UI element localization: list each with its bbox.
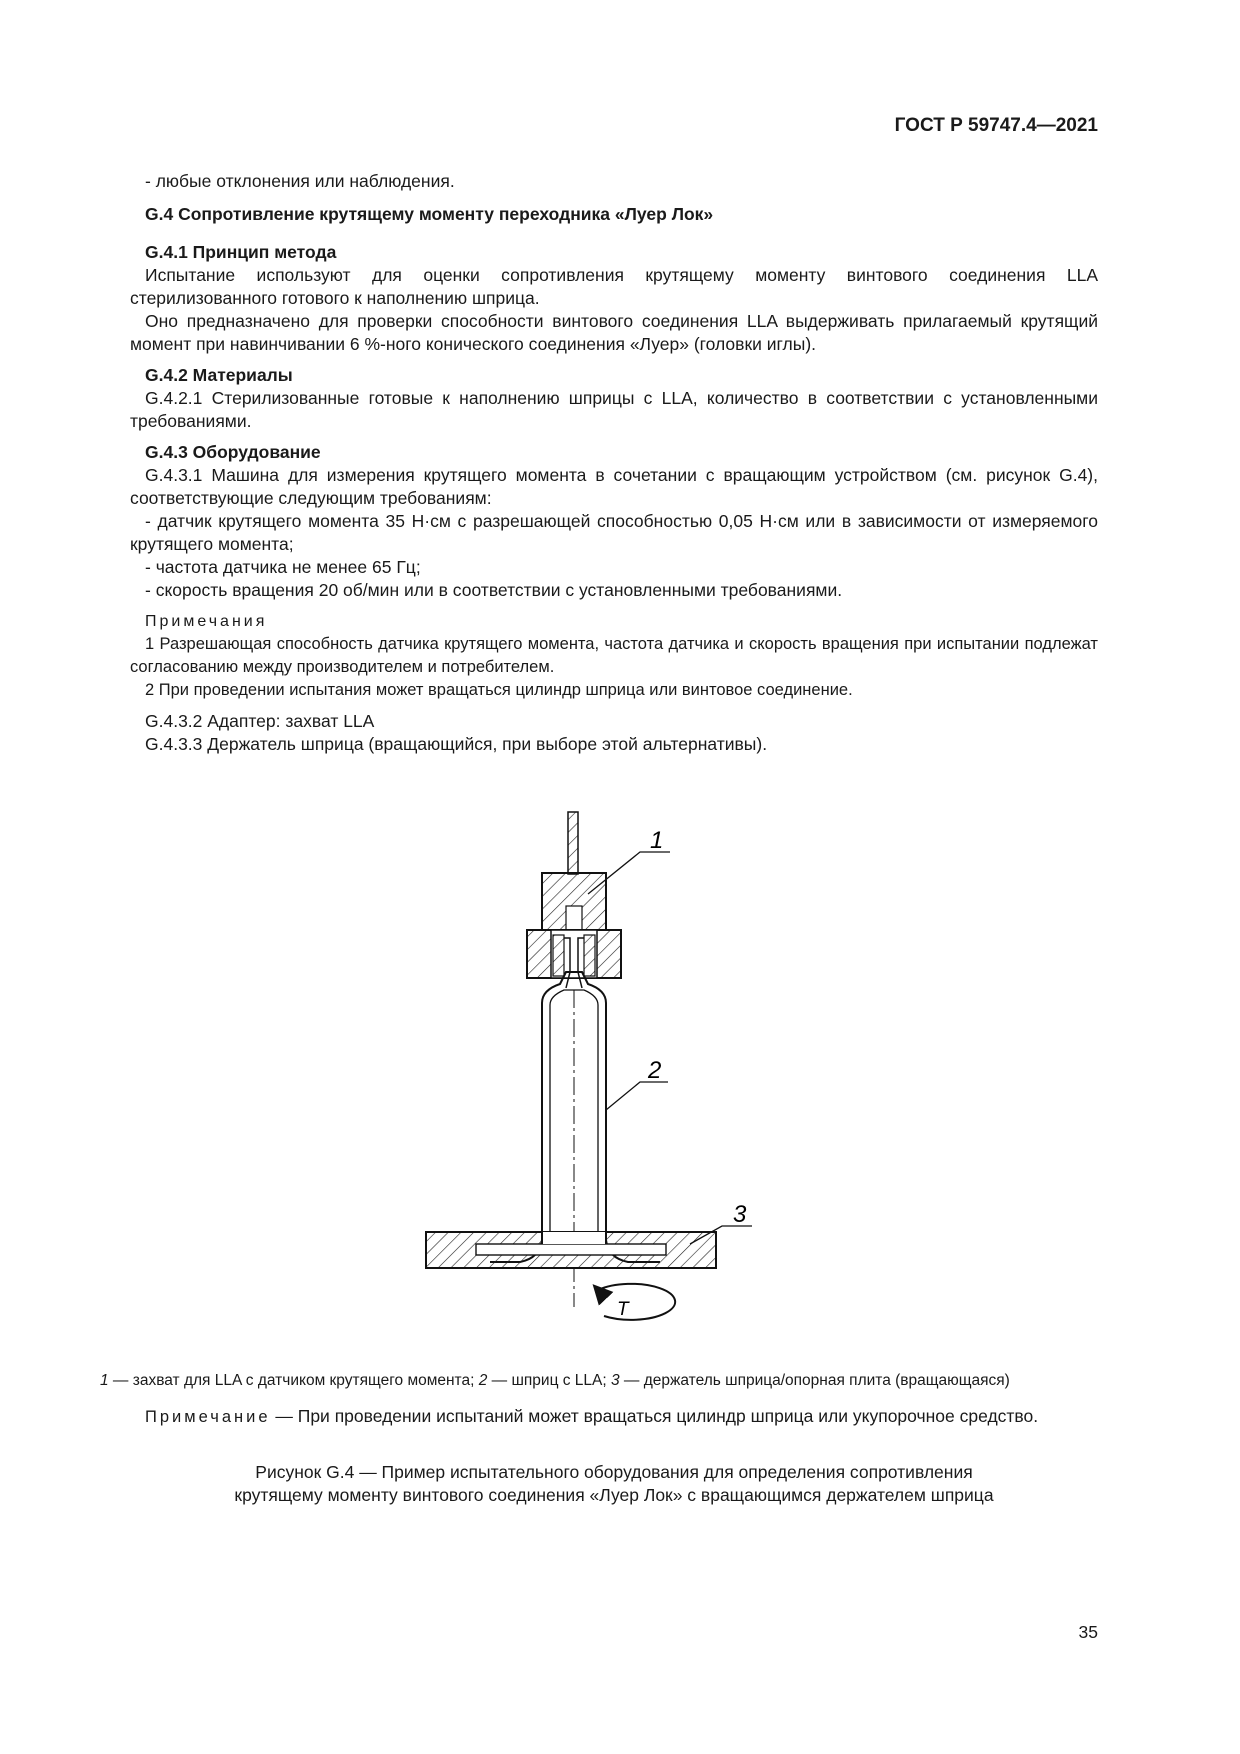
legend-text: — держатель шприца/опорная плита (вращающаяся) — [619, 1372, 1010, 1389]
page-number: 35 — [1078, 1622, 1098, 1642]
syringe-barrel — [490, 972, 660, 1262]
callout-3: 3 — [733, 1201, 747, 1228]
caption-line: крутящему моменту винтового соединения «Луер Лок» с вращающимся держателем шприца — [234, 1485, 994, 1505]
legend-number: 3 — [611, 1372, 620, 1389]
figure-caption — [130, 1461, 1098, 1507]
notes-title: Примечания — [145, 613, 268, 630]
caption-line: Рисунок G.4 — Пример испытательного оборудования для определения сопротивления — [255, 1462, 973, 1482]
luer-lock-coupling — [527, 930, 621, 988]
support-plate — [426, 1232, 716, 1268]
paragraph: Испытание используют для оценки сопротивления крутящему моменту винтового соединения LLA стерилизованного готового к наполнению шприца. — [130, 265, 1098, 308]
subsection-heading: G.4.2 Материалы — [145, 365, 293, 385]
legend-text: — шприц с LLA; — [487, 1372, 611, 1389]
paragraph: Оно предназначено для проверки способности винтового соединения LLA выдерживать прилагаемый крутящий момент при навинчивании 6 %-ного конического соединения «Луер» (головки иглы). — [130, 311, 1098, 354]
subsection-heading: G.4.1 Принцип метода — [145, 242, 337, 262]
callout-1: 1 — [650, 827, 664, 854]
figure-note — [130, 1405, 1098, 1429]
paragraph: G.4.3.3 Держатель шприца (вращающийся, при выборе этой альтернативы). — [145, 734, 768, 754]
document-code: ГОСТ Р 59747.4—2021 — [894, 115, 1098, 136]
list-item: - частота датчика не менее 65 Гц; — [145, 557, 421, 577]
lla-grip-block — [542, 873, 606, 930]
torque-label: T — [617, 1299, 629, 1320]
subsection-heading: G.4.3 Оборудование — [145, 442, 321, 462]
callout-2: 2 — [648, 1057, 662, 1084]
list-item: - скорость вращения 20 об/мин или в соответствии с установленными требованиями. — [145, 580, 843, 600]
legend-number: 1 — [100, 1372, 109, 1389]
paragraph: G.4.2.1 Стерилизованные готовые к наполнению шприцы с LLA, количество в соответствии с установленными требованиями. — [130, 388, 1098, 431]
note-item: 2 При проведении испытания может вращаться цилиндр шприца или винтовое соединение. — [145, 681, 853, 699]
callout-leaders — [588, 852, 752, 1244]
list-item: - датчик крутящего момента 35 Н·см с разрешающей способностью 0,05 Н·см или в зависимости от измеряемого крутящего момента; — [130, 511, 1098, 554]
figure-legend — [100, 1369, 1140, 1392]
figure-note-label: Примечание — [145, 1408, 271, 1426]
paragraph: G.4.3.2 Адаптер: захват LLA — [145, 711, 375, 731]
sensor-shaft — [568, 812, 578, 874]
paragraph: G.4.3.1 Машина для измерения крутящего момента в сочетании с вращающим устройством (см. рисунок G.4), соответствующие следующим требованиям: — [130, 465, 1098, 508]
legend-number: 2 — [478, 1372, 488, 1389]
paragraph: - любые отклонения или наблюдения. — [145, 171, 455, 191]
figure-note-text: — При проведении испытаний может вращаться цилиндр шприца или укупорочное средство. — [270, 1406, 1039, 1426]
legend-text: — захват для LLA с датчиком крутящего момента; — [108, 1372, 479, 1389]
section-heading: G.4 Сопротивление крутящему моменту переходника «Луер Лок» — [145, 204, 714, 224]
note-item: 1 Разрешающая способность датчика крутящего момента, частота датчика и скорость вращения при испытании подлежат согласованию между производителем и потребителем. — [130, 635, 1098, 676]
